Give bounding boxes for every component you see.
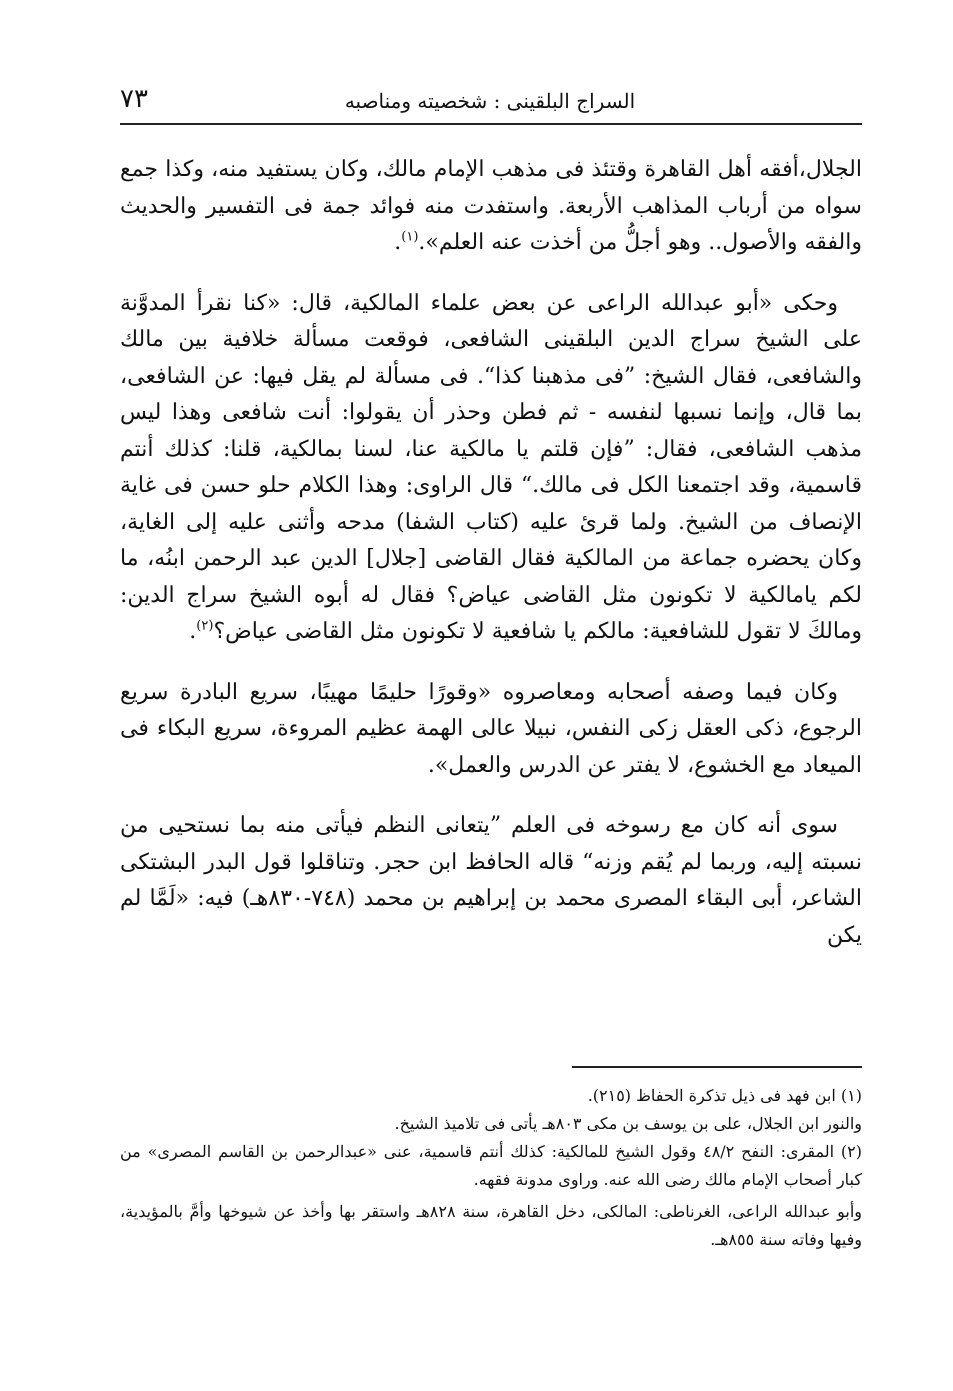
paragraph-2 (120, 286, 862, 651)
paragraph-1 (120, 152, 862, 262)
footnote-rule (572, 1066, 862, 1068)
main-text (120, 152, 862, 978)
footnote-1-continued: والنور ابن الجلال، على بن يوسف بن مكى ٨٠٣هـ يأتى فى تلاميذ الشيخ. (394, 1114, 862, 1133)
paragraph-2-end: . (189, 619, 197, 644)
paragraph-3: وكان فيما وصفه أصحابه ومعاصروه «وقورًا حليمًا مهيبًا، سريع البادرة سريع الرجوع، ذكى العقل زكى النفس، نبيلا عالى الهمة عظيم المروءة، سريع البكاء فى الميعاد مع الخشوع، لا يفتر عن الدرس والعمل». (120, 679, 862, 778)
footnote-ref-2: (٢) (196, 618, 214, 634)
footnote-ref-1: (١) (401, 229, 419, 245)
running-head (120, 84, 860, 120)
footnotes (120, 1082, 862, 1254)
footnote-2-continued: وأبو عبدالله الراعى، الغرناطى: المالكى، دخل القاهرة، سنة ٨٢٨هـ واستقر بها وأخذ عن شيوخها وأمَّ بالمؤيدية، وفيها وفاته سنة ٨٥٥هـ. (120, 1202, 863, 1249)
paragraph-1-text: الجلال،أفقه أهل القاهرة وقتئذ فى مذهب الإمام مالك، وكان يستفيد منه، وكذا جمع سواه من أرباب المذاهب الأربعة. واستفدت منه فوائد جمة فى التفسير والحديث والفقه والأصول.. وهو أجلُّ من أخذت عنه العلم». (120, 157, 862, 255)
page-number: ٧٣ (120, 84, 148, 114)
footnote-1: (١) ابن فهد فى ذيل تذكرة الحفاظ (٢١٥). (587, 1086, 862, 1105)
header-rule (120, 123, 862, 125)
paragraph-4: سوى أنه كان مع رسوخه فى العلم ”يتعانى النظم فيأتى منه بما نستحيى من نسبته إليه، وربما لم يُقم وزنه“ قاله الحافظ ابن حجر. وتناقلوا قول البدر البشتكى الشاعر، أبى البقاء المصرى محمد بن إبراهيم بن محمد (٧٤٨-٨٣٠هـ) فيه: «لَمَّا لم يكن (120, 813, 862, 948)
running-title: السراج البلقينى : شخصيته ومناصبه (344, 89, 636, 113)
paragraph-1-end: . (394, 230, 402, 255)
paragraph-2-text: وحكى «أبو عبدالله الراعى عن بعض علماء المالكية، قال: «كنا نقرأ المدوَّنة على الشيخ سراج الدين البلقينى الشافعى، فوقعت مسألة خلافية بين مالك والشافعى، فقال الشيخ: ”فى مذهبنا كذا“. فى مسألة لم يقل فيها: عن الشافعى، بما قال، وإنما نسبها لنفسه - ثم فطن وحذر أن يقولوا: أنت شافعى وهذا ليس مذهب الشافعى، فقال: ”فإن قلتم يا مالكية عنا، لسنا بمالكية، قلنا: كذلك أنتم قاسمية، وقد اجتمعنا الكل فى مالك.“ قال الراوى: وهذا الكلام حلو حسن فى غاية الإنصاف من الشيخ. ولما قرئ عليه (كتاب الشفا) مدحه وأثنى عليه إلى الغاية، وكان يحضره جماعة من المالكية فقال القاضى [جلال] الدين عبد الرحمن ابنُه، ما لكم يامالكية لا تكونون مثل القاضى عياض؟ فقال له أبوه الشيخ سراج الدين: ومالكَ لا تقول للشافعية: مالكم يا شافعية لا تكونون مثل القاضى عياض؟ (120, 290, 862, 644)
footnote-2: (٢) المقرى: النفح ٤٨/٢ وقول الشيخ للمالكية: كذلك أنتم قاسمية، عنى «عبدالرحمن بن القاسم المصرى» من كبار أصحاب الإمام مالك رضى الله عنه. وراوى مدونة فقهه. (120, 1142, 863, 1189)
